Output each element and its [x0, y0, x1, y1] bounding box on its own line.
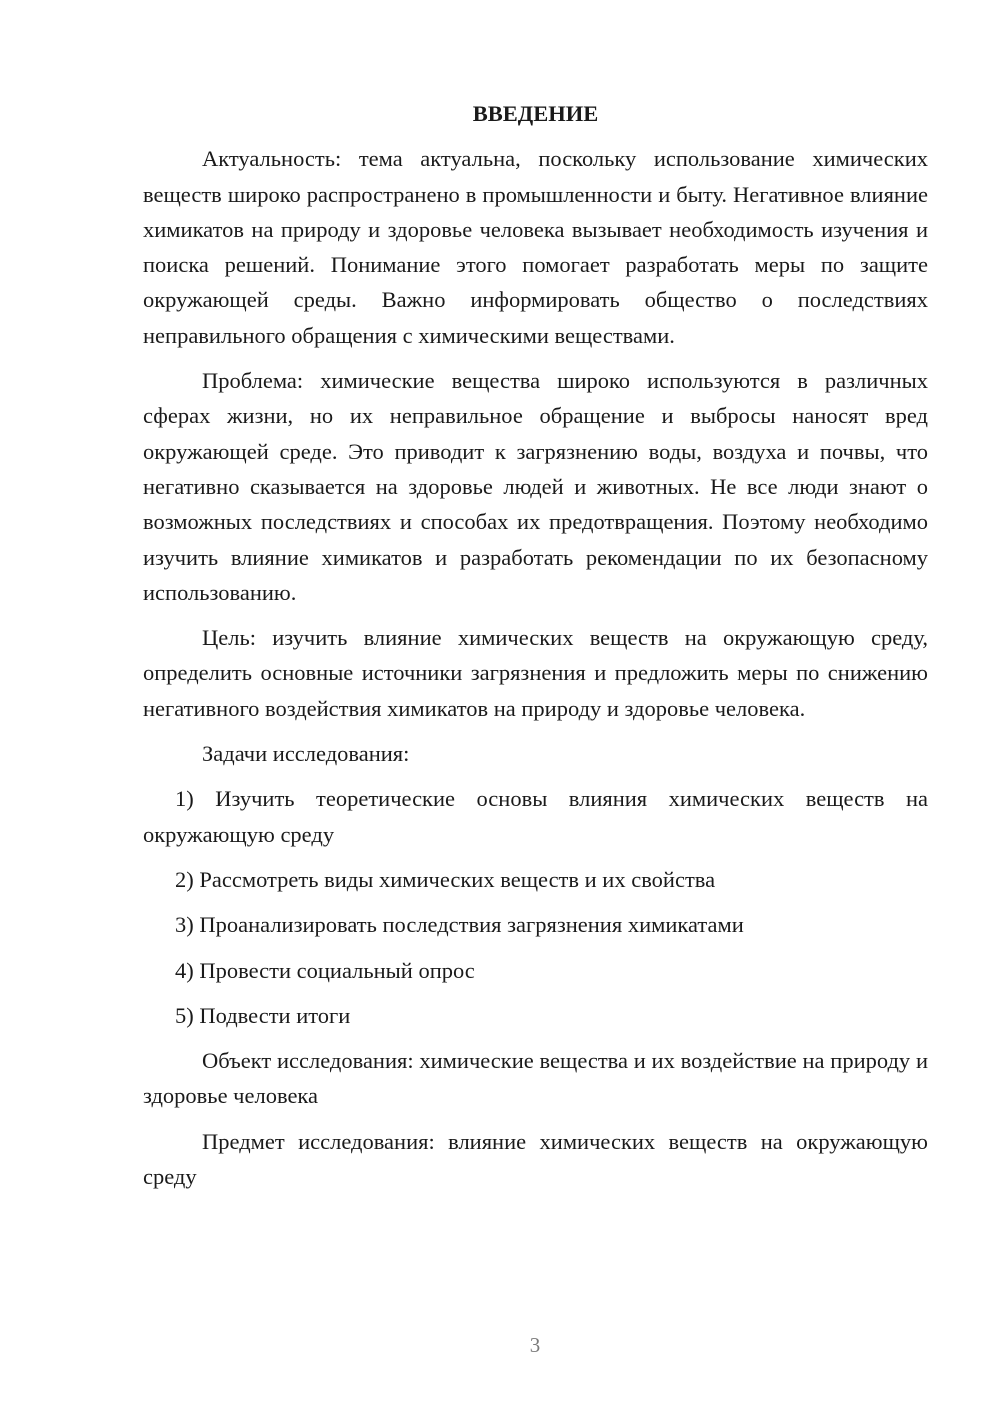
task-item: 5) Подвести итоги — [175, 1002, 351, 1028]
problem-paragraph: Проблема: химические вещества широко используются в различных сферах жизни, но их неправильное обращение и выбросы наносят вред окружающей среде. Это приводит к загрязнению воды, воздуха и почвы, что негативно сказывается на здоровье людей и животных. Не все люди знают о возможных последствиях и способах их предотвращения. Поэтому необходимо изучить влияние химикатов и разработать рекомендации по их безопасному использованию. — [143, 368, 928, 605]
subject-paragraph: Предмет исследования: влияние химических веществ на окружающую среду — [143, 1128, 928, 1190]
task-item: 3) Проанализировать последствия загрязнения химикатами — [175, 912, 744, 938]
task-item: 2) Рассмотреть виды химических веществ и их свойства — [175, 866, 716, 892]
task-item: 4) Провести социальный опрос — [175, 957, 475, 983]
object-paragraph: Объект исследования: химические вещества и их воздействие на природу и здоровье человека — [143, 1048, 928, 1109]
task-item: 1) Изучить теоретические основы влияния химических веществ на окружающую среду — [143, 786, 928, 847]
tasks-list — [143, 781, 928, 1033]
page-body — [143, 96, 928, 1204]
goal-paragraph: Цель: изучить влияние химических веществ на окружающую среду, определить основные источники загрязнения и предложить меры по снижению негативного воздействия химикатов на природу и здоровье человека. — [143, 625, 928, 721]
page-title: ВВЕДЕНИЕ — [472, 101, 599, 126]
relevance-paragraph: Актуальность: тема актуальна, поскольку использование химических веществ широко распространено в промышленности и быту. Негативное влияние химикатов на природу и здоровье человека вызывает необходимость изучения и поиска решений. Понимание этого помогает разработать меры по защите окружающей среды. Важно информировать общество о последствиях неправильного обращения с химическими веществами. — [143, 146, 928, 348]
page-number: 3 — [529, 1333, 541, 1357]
tasks-heading: Задачи исследования: — [202, 741, 410, 767]
